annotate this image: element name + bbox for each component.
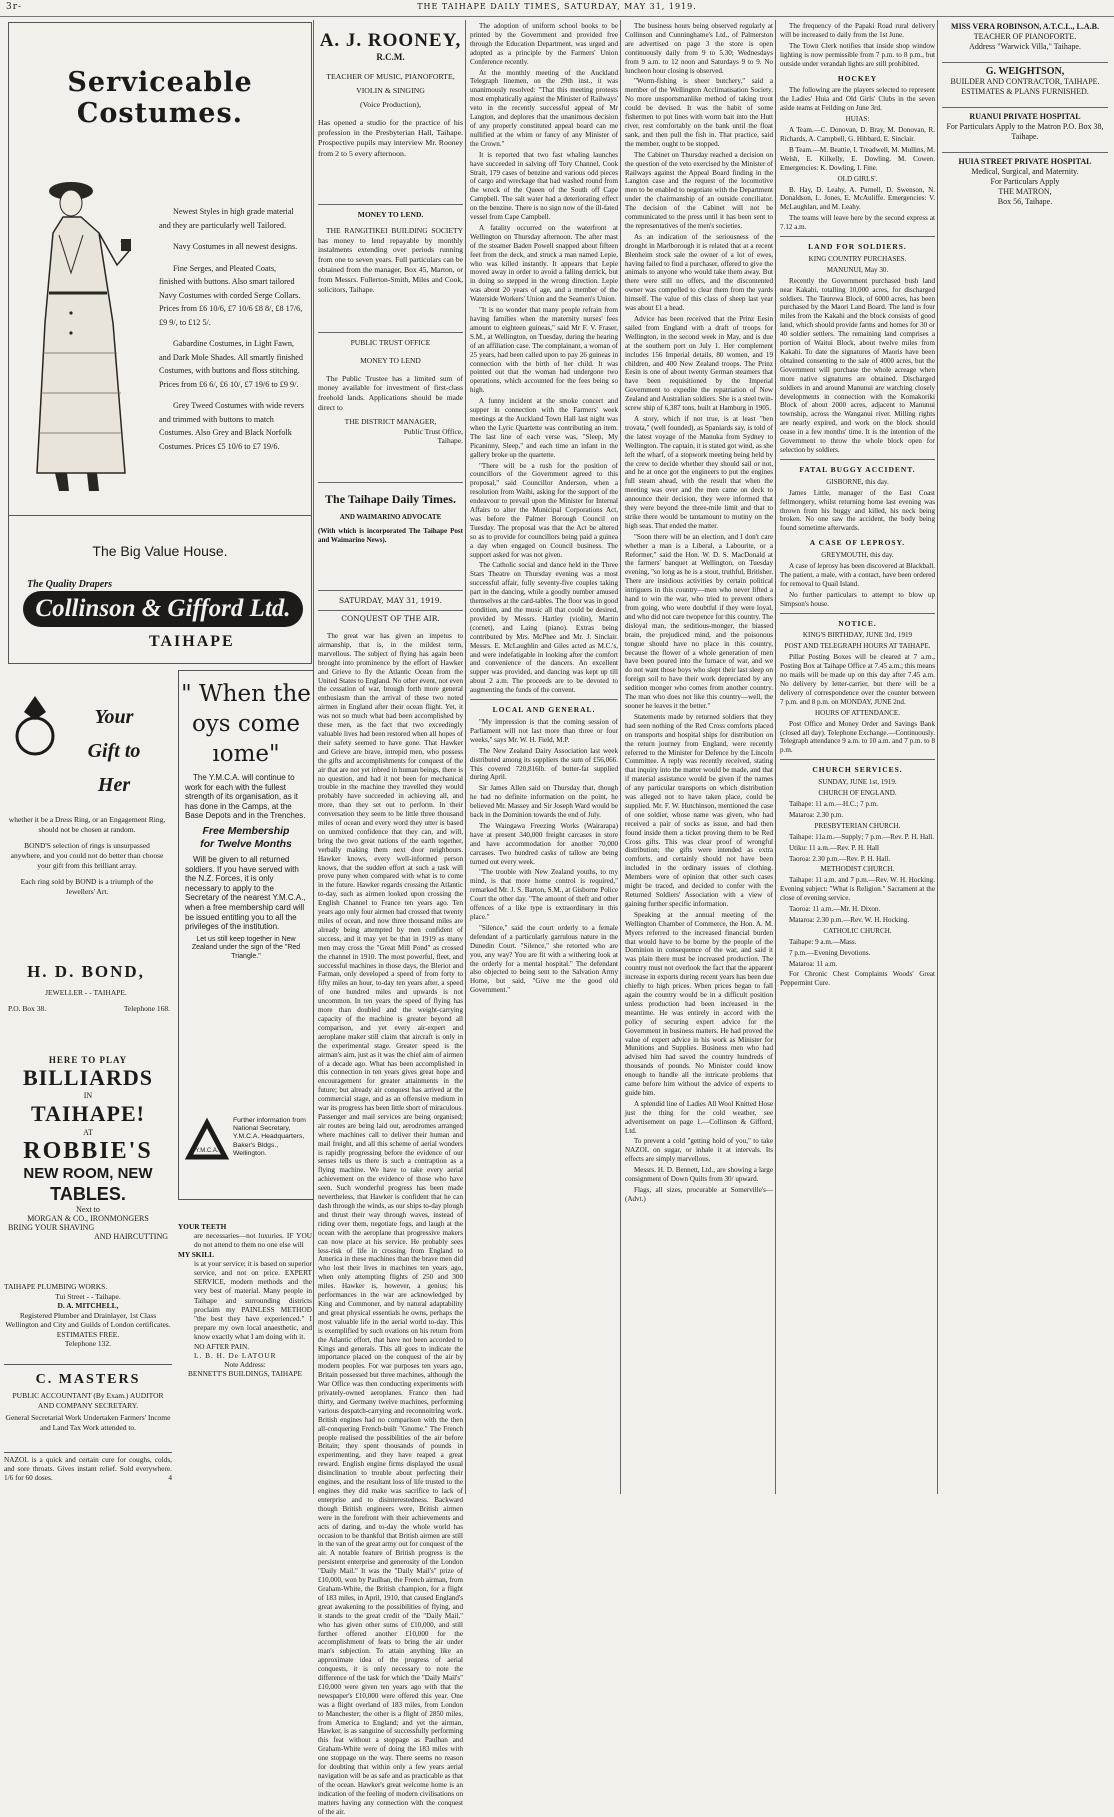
divider [318, 590, 463, 591]
rooney-name: A. J. ROONEY, [319, 30, 462, 51]
subheading: POST AND TELEGRAPH HOURS AT TAIHAPE. [784, 642, 931, 651]
divider [318, 482, 463, 483]
church-line: Mataroa: 11 a.m. [789, 959, 838, 968]
page-corner-mark: 3r- [6, 2, 23, 12]
costumes-copy [159, 205, 304, 461]
divider [780, 613, 935, 614]
church-name: PRESBYTERIAN CHURCH. [814, 821, 901, 830]
dentist-line: is at your service; it is based on superior service, and not on price. EXPERT SERVICE, modern methods and the very best of material. Many people in Taihape and surrounding districts proclaim my PAINLESS METHOD "the best they have experienced." I prepare my own local anaesthetic, and know exactly what I am doing with it. [194, 1258, 312, 1342]
news-item: Pillar Posting Boxes will be cleared at 7 a.m., Posting Box at Taihape Office at 7.45 a.m.; this means no mails will be made up on this day after 7.45 a.m. No delivery by letter-carrier, but there will be a delivery of correspondence over the counter between 7 p.m. and 8 p.m. on MONDAY, JUNE 2nd. [780, 653, 935, 706]
ad-robinson [942, 22, 1108, 52]
subheading: KING'S BIRTHDAY, JUNE 3rd, 1919 [802, 631, 913, 640]
news-item: Recently the Government purchased bush land near Kakahi, totalling 10,000 acres, for discharged soldiers. The Taurewa Block, of 6000 acres, has been purchased by the Maori Land Board. The land is four miles from the Kakahi and the block consists of good land, which should provide farms and homes for 30 or 40 soldier settlers. The remaining land comprises a portion of Waitui Block, about twelve miles from Kakahi. To date the signatures of Maoris have been obtained consenting to the sale of 4000 acres, but the Government will purchase the whole acreage when more native signatures are obtained. Discharged soldiers in and around Manunui are watching closely developments in connection with the Komakoriki Block of about 2000 acres, adjacent to Manunui township, across the Wanganui river. Milling rights are nearly expired, and work on the block should cease in a few months' time. It is the intention of the Government to throw the whole block open for selection by soldiers. [780, 276, 935, 454]
news-item: A splendid line of Ladies All Wool Knitted Hose just the thing for the cold weather, see advertisement on page 1.—Collinson & Gifford, Ltd. [625, 1099, 773, 1135]
billiards-line: AT [83, 1128, 93, 1137]
dateline: MANUNUI, May 30. [826, 265, 889, 274]
woman-in-costume-illustration [25, 173, 137, 503]
billiards-line: TAIHAPE! [31, 1101, 145, 1126]
plumbing-line: Tui Street - - Taihape. [55, 1291, 121, 1301]
ad-masters-accountant [4, 1364, 172, 1449]
land-heading: LAND FOR SOLDIERS. [808, 242, 907, 252]
taihape-logo-text: TAIHAPE [149, 633, 235, 650]
nazol-number: 4 [168, 1473, 172, 1482]
news-item: Post Office and Money Order and Savings Bank (closed all day). Telephone Exchange.—Continuously. Telegraph attendance 9 a.m. to 10 a.m. and 7 p.m. to 8 p.m. [780, 719, 935, 755]
emblem-label: Y.M.C.A. [195, 1148, 219, 1154]
church-line: Taoroa: 11 a.m.—Mr. H. Dixon. [789, 905, 881, 914]
editorial-masthead [318, 488, 463, 588]
divider [9, 515, 311, 516]
column-5 [625, 22, 773, 1496]
ymca-para: Will be given to all returned soldiers. If you have served with the N.Z. Forces, it is only necessary to apply to the Secretary of the nearest Y.M.C.A., when a free membership card will be issued entitling you to all the privileges of the institution. [185, 854, 306, 932]
ad-ymca [178, 670, 314, 1200]
costumes-para: Fine Serges, and Pleated Coats, finished with buttons. Also smart tailored Navy Costumes with corded Serge Collars. Prices from £6 10/6, £7 10/6 £8 8/, £8 17/6, £9 9/, to £12 5/. [159, 263, 303, 327]
ad-plumbing-works [4, 1282, 172, 1360]
ymca-headline-line: oys come [191, 711, 301, 737]
ad-nazol [4, 1452, 172, 1499]
bond-headline-line: Her [97, 774, 131, 796]
billiards-line: MORGAN & CO., IRONMONGERS [27, 1214, 149, 1223]
plumbing-line: D. A. MITCHELL, [57, 1301, 119, 1310]
dentist-line: MY SKILL [178, 1249, 215, 1259]
dentist-line: YOUR TEETH [178, 1222, 227, 1231]
bond-para: BOND'S selection of rings is unsurpassed anywhere, and you could not do better than choose your gift from this brilliant array. [10, 841, 164, 870]
ad-dentist [178, 1222, 312, 1498]
news-item: A funny incident at the smoke concert and supper in connection with the Farmers' week meetings at the Auckland Town Hall last night was when the Lyric Quartette was contributing an item. The last line of each verse was, "Sleep, My Picaninny, Sleep," and each time an infant in the gallery broke up the quartette. [470, 397, 618, 459]
news-item: At the monthly meeting of the Auckland Telegraph linemen, on the 29th inst., it was unanimously resolved: "That this meeting protests most emphatically against the Minister of Railways' veto in the recently successful appeal of Mr Langton, and deplores that the unanimous decision of any properly constituted appeal board can me nullified at the whim or fancy of any Minister of the Crown." [470, 68, 618, 148]
bond-para: whether it be a Dress Ring, or an Engagement Ring, should not be chosen at random. [8, 815, 166, 834]
hockey-heading: HOCKEY [837, 73, 878, 83]
church-line: Taihape: 11a.m.—Supply; 7 p.m.—Rev. P. H. Hall. [789, 832, 934, 841]
divider [470, 699, 618, 700]
news-item: "It is no wonder that many people refrain from having families when the maternity nurses' fees amount to eighteen guineas," said Mr F. V. Fraser, S.M., at Wellington, on Tuesday, during the hearing of an affiliation case. The complainant, a woman of 25 years, had been called upon to pay 26 guineas in connection with the birth of her child. It was pointed out that the woman had undergone two operations, which accounted for the fees being so high. [470, 306, 618, 395]
dateline: GREYMOUTH, this day. [821, 551, 894, 560]
weightson-line: G. WEIGHTSON, [985, 66, 1065, 77]
local-general-heading: LOCAL AND GENERAL. [492, 705, 596, 715]
huia-line: HUIA STREET PRIVATE HOSPITAL [958, 157, 1092, 166]
money-para: THE RANGITIKEI BUILDING SOCIETY has money to lend repayable by monthly instalments extending over periods running from one to seven years. Full particulars can be obtained from the manager, Box 45, Marton, or from Messrs. Fullerton-Smith, Miles and Cook, solicitors, Taihape. [318, 225, 463, 294]
robinson-line: Address "Warwick Villa," Taihape. [969, 42, 1081, 51]
rooney-line: (Voice Production), [360, 100, 421, 109]
trust-title: PUBLIC TRUST OFFICE [350, 338, 431, 347]
notice-heading: NOTICE. [838, 618, 877, 628]
huia-line: THE MATRON, [998, 187, 1052, 196]
costumes-para: Gabardine Costumes, in Light Fawn, and Dark Mole Shades. All smartly finished Costumes, with buttons and floss stitching. Prices from £6 6/, £6 10/, £7 19/6 to £9 9/. [159, 339, 303, 389]
divider [780, 759, 935, 760]
news-item: It is reported that two fast whaling launches have succeeded in salving off Tory Channel, Cook Strait, 179 cases of benzine and various odd pieces of cargo and wreckage that had washed round from the wreck of the Queen of the South off Cape Campbell. The salt water had a deteriorating effect on the benzine. There is no sign now of the ill-fated vessel from Cape Campbell. [470, 150, 618, 222]
news-item: The adoption of uniform school books to be printed by the Government and provided free through the Education Department, was urged and adopted as a principle by the Farmers' Union Conference recently. [470, 22, 618, 66]
ad-huia-hospital [942, 157, 1108, 207]
church-line: Mataroa: 2.30 p.m.—Rev. W. H. Hocking. [789, 915, 910, 924]
ymca-further-info: Further information from National Secretary, Y.M.C.A. Headquarters, Baker's Bldgs., Wellington. [233, 1117, 306, 1157]
red-triangle-emblem-icon [185, 1119, 229, 1163]
ad-billiards [4, 1055, 172, 1275]
column-rule [775, 20, 776, 1494]
news-item: Flags, all sizes, procurable at Somerville's—(Advt.) [625, 1186, 773, 1203]
huia-line: Box 56, Taihape. [997, 197, 1053, 206]
dateline: GISBORNE, this day. [826, 477, 889, 486]
rooney-line: TEACHER OF MUSIC, PIANOFORTE, VIOLIN & SINGING [326, 72, 455, 95]
rooney-degree: R.C.M. [376, 52, 405, 62]
column-rule [465, 20, 466, 1494]
news-item: Messrs. H. D. Bennett, Ltd., are showing a large consignment of Down Quilts from 30/ upward. [625, 1166, 773, 1184]
ymca-para: Let us still keep together in New Zealand under the sign of the "Red Triangle." [191, 935, 301, 960]
news-item: "There will be a rush for the position of councillors of the Government agreed to this proposal," said Councillor Anderson, when a resolution from Waihi, asking for the support of the endeavour to prevail upon the Minister for Internal Affairs to alter the Municipal Corporations Act, was before the Palmer Borough Council on Tuesday. The proposal was that the Act be altered so as to provide for councillors being paid a guinea a day when engaged on Council business. The support asked for was not given. [470, 461, 618, 559]
costumes-para: Navy Costumes in all newest designs. [173, 242, 298, 251]
news-item: Advice has been received that the Prinz Eesin sailed from England with a draft of troops for Wellington, in the second week in May, and is due at the southern port on July 1. Her complement includes 156 Imperial details, 80 women, and 19 children, and 400 New Zealand troops. The Prinz Eesin is one of about twenty German steamers that have been requisitioned by the Imperial Government to expedite the repatriation of New Zealand and Australian soldiers. She is a steel twin-screw ship of 6,387 tons, built at Hamburg in 1905. [625, 315, 773, 413]
news-item: The Catholic social and dance held in the Three Stars Theatre on Thursday evening was a most successful affair, fully seventy-five couples taking part in the dancing, while a goodly number amused themselves at the card-tables. The floor was in good condition, and the music all that could be desired, provided by Messrs. Hartley (violin), Martin (cornet), and Laing (piano). Extras being contributed by Mrs. McPhee and Mr. J. Sinclair. Messrs. E. McLaughlin and Giles acted as M.C.'s, and were indefatigable in looking after the comfort and convenience of the dancers. An excellent supper was provided, and dancing was kept up till about 2 a.m. The proceeds are to be devoted to augmenting the funds of the convent. [470, 561, 618, 695]
ymca-para: The Y.M.C.A. will continue to work for each with the fullest strength of its organisation, as it has done in the Camps, at the Base Depots and in the Trenches. [185, 773, 306, 821]
billiards-line: TABLES. [50, 1184, 126, 1204]
bond-telephone: Telephone 168. [123, 1004, 170, 1013]
ruanui-line: RUANUI PRIVATE HOSPITAL [969, 112, 1081, 121]
ymca-headline [179, 679, 313, 769]
divider [942, 62, 1108, 63]
ad-public-trust [318, 338, 463, 478]
big-value-house: The Big Value House. [92, 543, 228, 559]
news-item: A fatality occurred on the waterfront at Wellington on Thursday afternoon. The after mast of the steamer Baden Powell snapped about fifteen feet from the deck, and struck a man named Lepie, who was killed instantly. It appears that Lepie moved away in order to avoid a falling derrick, but in doing so stepped in the wrong direction. Lepie was about 20 years of age, and a member of the Waterside Workers' Union and the Seamen's Union. [470, 223, 618, 304]
ymca-copy [179, 769, 313, 961]
subheading: HOURS OF ATTENDANCE. [815, 708, 900, 717]
news-item: The Cabinet on Thursday reached a decision on the question of the veto exercised by the Minister of Railways against the Appeal Board finding in the Langton case and the request of the locomotive men to be enabled to negotiate with the Department under the chairmanship of an outside conciliator. The decision of the Cabinet will not be communicated to the press until it has been sent to the representatives of the men's societies. [625, 150, 773, 230]
diamond-ring-icon [10, 690, 60, 760]
page-masthead [0, 0, 1114, 17]
church-name: CATHOLIC CHURCH. [823, 926, 892, 935]
editorial-text: The great war has given an impetus to airmanship, that is, in the mildest term, marvellous. The subject of flying has again been brought into prominence by the effort of Hawker and Grieve to fly the Atlantic Ocean from the United States to England. No other event, not even the cessation of war, brough forth more general enthusiasm than the arrival of these two noted airmen in England after their ocean flight. Yet, it was not so much what had been accomplished by these men, as the fact that two exceedingly valuable lives had been restored when all hopes of their safety seemed to have gone. That Hawker and Grieve are brave, intrepid men, who possess the gifts and accomplishments for conquest of the air that are not yet inbred in human beings, there is no question, and had it not been for mechanical trouble in the machine they travelled they would probably have succeeded in achieving all, and more, than they set out to perform. In their conversation they seem to be little three thousand miles of ocean and every word they utter is based on unmixed confidence that they can, and will, bring the two great nations of the earth together, verbally making them next door neighbours. Hawker knows, every well-informed person knows, that the sudden effort at such a task will prove puny when compared with what is to come in the future. Hawker regards crossing the Atlantic to-day, such as airmen looked upon crossing the English Channel to France ten years ago. Ten years ago only four airmen had crossed that twenty miles of ocean, and now three thousand miles are already being attempted by men confident of success, and it may yet be that in 1919 as many men may cross the "Great Mill Pond" as crossed the channel in 1910. The most powerful, fleet, and successful machines in those days, the Bleriot and Farman, only developed a speed of from forty to fifty miles an hour, to-day ten years after, a speed of one hundred miles and upwards is not uncommon. In ten years the speed of flying has more than doubled and the weight-carrying capacity of the machine is greater beyond all comparison, and yet every air-expert and aeroplane maker still claim that aircraft is only in the experimental stage. Greater speed is the airman's aim, just as it was the chief aim of airmen of a decade ago. What has been accomplished in this connection in ten years gives great hope and encouragement for greater attainments in the future; but already air conquest has arrived at the commercial stage, and as an offensive medium in war its progress has been little short of miraculous. Passenger and mail services are being organised; air routes are being laid out, aerodromes arranged where machines call to deliver their human and mail freight, and all this scheme of aerial wonders is rapidly progressing before the evidence of our senses tells us there is such a contraption as a flying machine. We have to take every aerial achievement on the evidence of those who have seen. Such wonderful progress has been made nevertheless, that Hawker is confident that he can dash through the winds, as our ships to-day plough and thrust their way through waves, instead of riding over them, negotiate fogs, and laugh at the ocean with the aeroplane that progressive makers can now place at his service. He probably sees less-risk of life in crossing from England to America in these machines than the brave men did who lost their lives in machines ten years ago, when only attempting flights of 250 and 300 miles. Hawker is, however, a genius; his performances in the war are acknowledged by King and Commoner, and by natural adaptability and great physical essentials he owns, perhaps the most valuable life in the aerial world to-day. This is exemplified by such ovations on his return from the Atlantic effort, that have not been accorded to Kings and generals. This all goes to indicate the importance placed on the conquest of the air by modern peoples. For war purposes ten years ago, Britain possessed but three machines, although the War Office was then conducting experiments with privately-owned aeroplanes. France then had thirty, and Germany twelve machines, performing various despatch-carrying and reconnoitring work. British engines had no comparison with the then all-conquering French-built "Gnome." The French people realised the possibilities of the air before Britain; they spent thousands of pounds in experimenting, and they have reaped a great reward. English engine firms displayed the usual disinclination to trouble about perfecting their engines, and the resultant loss of life trusted to the engines they did make was sacrifice to lack of enterprise and to disinterestedness. Backward though British engineers were, British airmen were in the forefront with their achievements and acts of daring, and to-day the whole world has occasion to be thankful that British airmen are still in the van of the great army out for conquest of the air. A notable feature of British progress is the persistent enterprise and generosity of the London "Daily Mail." It was the "Daily Mail's" prize of £10,000, won by Paulhan, the French airman, from Graham-White, the British champion, for a flight of 183 miles, in April, 1910, that caused England's great awakening to the possibilities of flying, and it stands to the great credit of the "Daily Mail," who has given other sums of £10,000, and still further offered another £10,000 for the accomplishment of feats to bring the air under man's subjection. To attain anything like an approximate idea of the progress of aerial conquests, it is only necessary to note the difference of the task for which the "Daily Mail's" £10,000 were given ten years ago with that the newspaper's £10,000 were offered this year. One was a flight overland of 183 miles, from London to Manchester; the other is a flight of 2850 miles, from America to England; and yet the airman, Hawker, is as sanguine of successfully performing this feat without a stoppage as Paulhan and Graham-White were of doing the 183 miles with one stoppage on the way. There seems no reason for doubting that within only a few years aerial navigation will be as safe and as practicable as that of the ocean. Hawker's great welcome home is an indication of the feeling of modern civilisations on matters having any connection with the conquest of the air. [318, 632, 463, 1816]
news-item: "Worm-fishing is sheer butchery," said a member of the Wellington Acclimatisation Society. No more unsportsmanlike method of taking trout could be devised. It was the habit of some fishermen to put lines with worm bait into the Hutt river, rest comfortably on the bank until the float sank, and then pull the fish in. That practice, said the member, ought to be stopped. [625, 77, 773, 148]
robinson-line: TEACHER OF PIANOFORTE. [973, 32, 1077, 41]
billiards-line: BILLIARDS [22, 1065, 154, 1090]
subheading: KING COUNTRY PURCHASES. [808, 254, 907, 263]
bond-role: JEWELLER - - TAIHAPE. [45, 988, 127, 997]
column-rule [620, 20, 621, 1494]
news-item: The business hours being observed regularly at Collinson and Cunninghame's Ltd., of Palmerston are advertised on page 3 the store is open continuously daily from 9 to 5.30; Wednesdays from 9 a.m. to 12 noon and Saturdays 9 to 9. No luncheon hour closing is observed. [625, 22, 773, 75]
billiards-line: NEW ROOM, NEW [23, 1165, 153, 1182]
news-item: Sir James Allen said on Thursday that, though he had no definite information on the point, he believed Mr. Massey and Sir Joseph Ward would be back in the Dominion towards the end of July. [470, 784, 618, 820]
costumes-para: Grey Tweed Costumes with wide revers and trimmed with buttons to match Costumes. Also Grey and Black Norfolk Costumes. Prices £5 10/6 to £7 19/6. [159, 401, 304, 451]
news-item: The Waingawa Freezing Works (Wairarapa) have at present 340,000 freight carcases in store and have accommodation for another 70,000 carcases. Two hundred casks of tallow are being turned out every week. [470, 821, 618, 866]
trust-title: MONEY TO LEND [360, 355, 421, 365]
billiards-line: IN [83, 1091, 93, 1100]
collinson-gifford-logo: Collinson & Gifford Ltd. [23, 591, 303, 627]
leprosy-heading: A CASE OF LEPROSY. [809, 538, 906, 548]
church-line: Utiku: 11 a.m.—Rev. P. H. Hall [789, 843, 879, 852]
column-6 [780, 22, 935, 1496]
trust-line: Public Trust Office, [403, 426, 463, 436]
billiards-line: AND HAIRCUTTING [94, 1232, 168, 1241]
church-line: Taihape: 11 a.m. and 7 p.m.—Rev. W. H. Hocking. Evening subject: "What is Religion." Sacrament at the close of evening service. [780, 876, 935, 903]
news-item: Speaking at the annual meeting of the Wellington Chamber of Commerce, the Hon. A. M. Myers referred to the increased financial burden that would have to be borne by the people of the Dominion in consequence of the war, and said it was plain there must be increased production. The country must not overlook the fact that the apparent increase in exports during recent years has been due chiefly to high prices. When prices began to fall again the country would be in a difficult position unless production had been increased in the meantime. He was entirely in accord with the policy of securing expert advice for the Government in business matters. He had proved the value of expert advice in his work as Minister for Munitions and Supplies. Business men who had advised him had saved the country hundreds of thousands of pounds. No Minister could know enough to handle all the intricate problems that came before him without the advice of experts to guide him. [625, 910, 773, 1097]
ad-bond-jeweller [4, 670, 172, 1050]
news-item: The following are the players selected to represent the Ladies' Huia and Old Girls' Clubs in the seven aside teams at Feilding on June 3rd. [780, 86, 935, 113]
ad-weightson [942, 67, 1108, 97]
bond-headline-line: Your [94, 706, 134, 728]
plumbing-line: ESTIMATES FREE. [56, 1329, 120, 1339]
news-item: Statements made by returned soldiers that they had seen nothing of the Red Cross comforts placed on transports and hospital ships for distribution on the return journey from England, were recently referred to the Minister for Defence by the Lincoln Committee. A reply was recently received, stating that inquiry into the matter would be made, and that if material assistance would be given if the names of any particular transports on which distribution was alleged not to have taken place, could be supplied. Mr. F. W. Hutchinson, mentioned the case of one soldier, whose name was given, who had received a pair of socks as issue, and had then found inside them a ticket proving them to be Red Cross gifts. This was clear proof of wrongful distribution; the gifts were intended as extra comforts, and certainly should not have been included in the ordinary issues of clothing. Members were of opinion that other such cases might be traced, and decided to confer with the Returned Soldiers' Association with a view of gaining further specific information. [625, 712, 773, 908]
accident-heading: FATAL BUGGY ACCIDENT. [799, 464, 916, 474]
subheading: SUNDAY, JUNE 1st, 1919. [818, 778, 897, 787]
newspaper-name: The Taihape Daily Times. [325, 492, 456, 506]
billiards-line: Next to [76, 1205, 100, 1214]
plumbing-line: Telephone 132. [64, 1339, 112, 1348]
plumbing-line: TAIHAPE PLUMBING WORKS. [4, 1282, 108, 1291]
rooney-para: Has opened a studio for the practice of his profession in the Presbyterian Hall, Taihape. Prospective pupils may interview Mr. Rooney from 2 to 5 every afternoon. [318, 118, 463, 158]
divider [318, 204, 463, 205]
church-line: Taoroa: 2.30 p.m.—Rev. P. H. Hall. [789, 854, 891, 863]
subheading: HUIAS: [845, 115, 870, 124]
bond-copy [8, 815, 166, 903]
church-name: METHODIST CHURCH. [820, 865, 895, 874]
weightson-line: BUILDER AND CONTRACTOR, TAIHAPE. [950, 77, 1100, 86]
subheading: OLD GIRLS'. [837, 174, 878, 183]
news-item: James Little, manager of the East Coast fellmongery, whilst returning home last evening was thrown from his buggy and killed, his neck being broken. No one saw the accident, the body being found sometime afterwards. [780, 488, 935, 533]
ad-serviceable-costumes [8, 22, 312, 664]
column-rule [937, 20, 938, 1494]
money-title: MONEY TO LEND. [357, 210, 424, 219]
robinson-line: MISS VERA ROBINSON, A.T.C.L., L.A.B. [951, 22, 1099, 31]
editorial-heading: CONQUEST OF THE AIR. [341, 614, 440, 623]
huia-line: For Particulars Apply [990, 177, 1060, 186]
divider [318, 332, 463, 333]
church-heading: CHURCH SERVICES. [812, 765, 903, 775]
newspaper-note: (With which is incorporated The Taihape Post and Waimarino News). [318, 527, 463, 544]
news-item: As an indication of the seriousness of the drought in Marlborough it is related that at a recent Blenheim stock sale the owner of a lot of ewes, having failed to find a purchaser, offered to give the animals to anyone who would take them away. But there were still no offers, and the discontented owner was compelled to clear them from the yards himself. The value of this class of sheep last year was about £1 a head. [625, 232, 773, 313]
bond-name: H. D. BOND, [27, 962, 145, 981]
quality-drapers: The Quality Drapers [27, 579, 112, 590]
dentist-line: Note Address: [224, 1360, 266, 1370]
news-item: The New Zealand Dairy Association last week distributed among its suppliers the sum of £56,066. This covered 720,816lb. of butter-fat supplied during April. [470, 746, 618, 782]
costumes-title: Serviceable Costumes. [67, 67, 253, 129]
costumes-para: Newest Styles in high grade material and they are particularly well Tailored. [159, 207, 294, 230]
news-item: A Team.—C. Donovan, D. Bray, M. Donovan, R. Richards, A. Campbell, G. Hibbard, E. Sinclair. [780, 126, 935, 143]
news-item: To prevent a cold "getting hold of you," to take NAZOL on sugar, or inhale it at intervals. Its effects are simply marvellous. [625, 1137, 773, 1164]
column-4 [470, 22, 618, 1496]
bond-headline [64, 700, 164, 802]
news-item: A case of leprosy has been discovered at Blackball. The patient, a male, with a contact, have been ordered for removal to Quail Island. [780, 562, 935, 588]
church-line: Taihape: 9 a.m.—Mass. [789, 937, 857, 946]
church-name: CHURCH OF ENGLAND. [818, 789, 897, 798]
trust-line: THE DISTRICT MANAGER, [344, 416, 437, 426]
masters-name: C. MASTERS [35, 1372, 141, 1387]
divider [780, 459, 935, 460]
billiards-line: BRING YOUR SHAVING [8, 1223, 95, 1232]
news-item: "My impression is that the coming session of Parliament will not last more than three or four weeks," says Mr. W. H. Field, M.P. [470, 717, 618, 744]
dentist-line: are necessaries—not luxuries. IF YOU do not attend to them no one else will [194, 1231, 312, 1250]
newspaper-subtitle: AND WAIMARINO ADVOCATE [339, 513, 442, 521]
trust-para: The Public Trustee has a limited sum of money available for investment of first-class freehold lands. Applications should be made direct to [318, 373, 463, 412]
masters-line: General Secretarial Work Undertaken Farmers' Income and Land Tax Work attended to. [5, 1413, 171, 1432]
ymca-headline-line: " When the [181, 681, 311, 707]
billiards-line: HERE TO PLAY [48, 1055, 128, 1065]
billiards-line: ROBBIE'S [23, 1138, 153, 1164]
weightson-line: ESTIMATES & PLANS FURNISHED. [961, 87, 1089, 96]
dentist-line: L. B. H. De LATOUR [194, 1350, 277, 1360]
huia-line: Medical, Surgical, and Maternity. [971, 167, 1079, 176]
news-item: B Team.—M. Beattie, I. Treadwell, M. Mullins, M. Welsh, E. Kilkelly, E. Dowling, M. Cowen. Emergencies: K. Dowling, I. Fine. [780, 145, 935, 172]
ruanui-line: For Particulars Apply to the Matron P.O. Box 38, Taihape. [946, 122, 1104, 141]
news-item: For Chronic Chest Complaints Woods' Great Peppermint Cure. [780, 970, 935, 988]
ymca-free-line: Free Membership [202, 824, 290, 837]
news-item: The Town Clerk notifies that inside shop window lighting is now permissible from 7 p.m. to 8 p.m., but outside under verandah lights are still prohibited. [780, 41, 935, 68]
dentist-line: NO AFTER PAIN. [194, 1341, 250, 1351]
divider [942, 152, 1108, 153]
column-7 [942, 22, 1108, 1496]
news-item: The teams will leave here by the second express at 7.12 a.m. [780, 214, 935, 232]
editorial-body [318, 632, 463, 1816]
news-item: "The trouble with New Zealand youths, to my mind, is that more home control is required," remarked Mr. J. S. Barton, S.M., at Gisborne Police Court the other day. "The amount of theft and other offences of a like type is extraordinary in this place." [470, 868, 618, 921]
dentist-line: BENNETT'S BUILDINGS, TAIHAPE [188, 1369, 302, 1379]
divider [780, 236, 935, 237]
news-item: "Silence," said the court orderly to a female defendant of a particularly garrulous nature in the Dunedin Court. "Silence," she retorted who are you, any way? You are fit with a withering look at the orderly for a mental hospital." The defendant also objected to being sent to the Salvation Army Home, but said, "Give me the good old Government." [470, 923, 618, 995]
ymca-free-line: for Twelve Months [200, 837, 292, 850]
ymca-headline-line: ıome" [212, 741, 280, 767]
news-item: "Soon there will be an election, and I don't care whether a man is a Liberal, a Labourite, or a Reformer," said the Hon. W. D. S. MacDonald at the farmers' banquet at Wellington, on Tuesday evening, "so long as he is a stout, truthful, Britisher. There are insidious activities by certain political intriguers in this country—men who never lifted a hand to win the war, who tried to prevent others from going, who were doubtful if they were loyal, and who did not care twopence for this country. The disloyal man, the seditious-monger, the biassed brain, the prejudiced mind, and the poisonous tongue should have no place in this country, because the flower of a whole generation of men have been poured into the furnace of war, and we do not want those boys who slept their last sleep on foreign soil to have their work depreciated by any sedition monger who comes from another country. The man who does not like this country—well, the sooner he leaves it the better." [625, 532, 773, 710]
nazol-text: NAZOL is a quick and certain cure for coughs, colds, and sore throats. Gives instant relief. Sold everywhere. 1/6 for 60 doses. [4, 1455, 172, 1482]
news-item: A story, which if not true, is at least "ben trovata," (well founded), as Spaniards say, is told of the latest voyage of the Manuka from Sydney to Wellington. The captain, it is stated got wind, as she left the wharf, of a stopwork meeting being held by the crew to decide whether they should sail or not, and he at once got the engineers to put the engines full steam ahead, with the result that when the meeting was over and the men came on deck to announce their decision, they were informed that they were beyond the three-mile limit and that to strike there would be tantamount to mutiny on the high seas. That ended the matter. [625, 414, 773, 530]
news-item: No further particulars to attempt to blow up Simpson's house. [780, 590, 935, 608]
trust-line: Taihape. [437, 436, 463, 446]
plumbing-line: Registered Plumber and Drainlayer, 1st Class Wellington and City and Guilds of London certificates. [5, 1310, 171, 1329]
page-header-line: THE TAIHAPE DAILY TIMES, SATURDAY, MAY 31, 1919. [417, 2, 697, 11]
ad-rooney [318, 30, 463, 200]
bond-para: Each ring sold by BOND is a triumph of the Jewellers' Art. [20, 877, 154, 896]
news-item: B. Hay, D. Leahy, A. Purnell, D. Swenson, N. Donaldson, L. Jones, E. McAuliffe. Emergencies: V. McLaughlan, and M. Leahy. [780, 185, 935, 212]
divider [318, 610, 463, 611]
church-line: Taihape: 11 a.m.—H.C.; 7 p.m. [789, 799, 879, 808]
church-line: Mataroa: 2.30 p.m. [789, 810, 844, 819]
bond-headline-line: Gift to [87, 740, 141, 762]
church-line: 7 p.m.—Evening Devotions. [789, 948, 871, 957]
editorial-date: SATURDAY, MAY 31, 1919. [339, 596, 442, 605]
bond-po-box: P.O. Box 38. [8, 1004, 47, 1013]
masters-line: PUBLIC ACCOUNTANT (By Exam.) AUDITOR AND COMPANY SECRETARY. [12, 1391, 164, 1410]
divider [942, 107, 1108, 108]
news-item: The frequency of the Papaki Road rural delivery will be increased to daily from the 1st June. [780, 22, 935, 39]
ad-ruanui-hospital [942, 112, 1108, 142]
ad-money-to-lend [318, 210, 463, 328]
